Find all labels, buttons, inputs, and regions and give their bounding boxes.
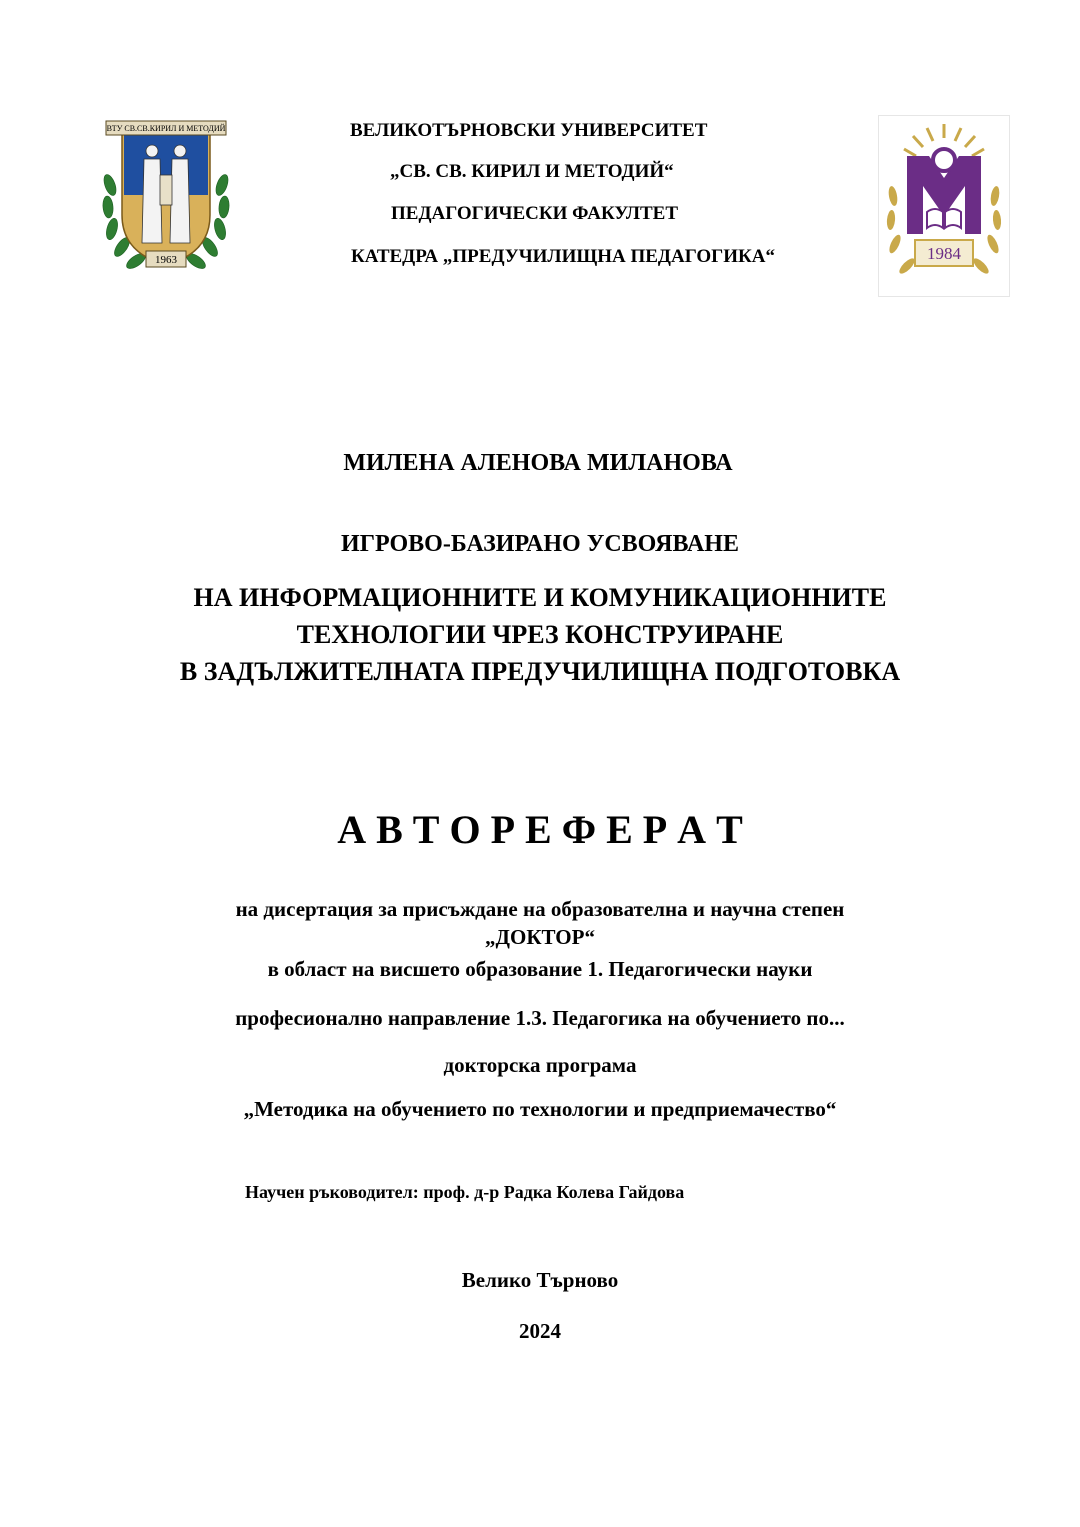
header-university-name: „СВ. СВ. КИРИЛ И МЕТОДИЙ“ — [390, 161, 674, 182]
header-department: КАТЕДРА „ПРЕДУЧИЛИЩНА ПЕДАГОГИКА“ — [351, 246, 775, 267]
emblem-year: 1984 — [927, 244, 961, 263]
title-line-4: В ЗАДЪЛЖИТЕЛНАТА ПРЕДУЧИЛИЩНА ПОДГОТОВКА — [179, 657, 901, 686]
header-faculty: ПЕДАГОГИЧЕСКИ ФАКУЛТЕТ — [391, 203, 679, 224]
document-type: А В Т О Р Е Ф Е Р А Т — [337, 807, 743, 852]
header-university: ВЕЛИКОТЪРНОВСКИ УНИВЕРСИТЕТ — [350, 120, 708, 141]
publication-year: 2024 — [519, 1319, 561, 1343]
university-crest-logo — [100, 115, 232, 277]
title-line-1: ИГРОВО-БАЗИРАНО УСВОЯВАНЕ — [341, 531, 739, 557]
description-program-label: докторска програма — [443, 1053, 637, 1077]
crest-year: 1963 — [155, 254, 177, 266]
title-line-3: ТЕХНОЛОГИИ ЧРЕЗ КОНСТРУИРАНЕ — [296, 620, 784, 649]
crest-banner-text: ВТУ СВ.СВ.КИРИЛ И МЕТОДИЙ — [106, 124, 226, 133]
description-direction: професионално направление 1.3. Педагогика на обучението по... — [235, 1006, 845, 1030]
description-field: в област на висшето образование 1. Педагогически науки — [267, 957, 813, 981]
faculty-emblem-logo — [878, 115, 1010, 297]
description-line-1: на дисертация за присъждане на образователна и научна степен — [235, 897, 845, 921]
supervisor: Научен ръководител: проф. д-р Радка Колева Гайдова — [245, 1182, 685, 1202]
author-name: МИЛЕНА АЛЕНОВА МИЛАНОВА — [343, 450, 733, 476]
city: Велико Търново — [461, 1268, 619, 1292]
title-line-2: НА ИНФОРМАЦИОННИТЕ И КОМУНИКАЦИОННИТЕ — [193, 583, 887, 612]
description-program-name: „Методика на обучението по технологии и предприемачество“ — [243, 1097, 837, 1121]
description-degree: „ДОКТОР“ — [485, 925, 595, 949]
